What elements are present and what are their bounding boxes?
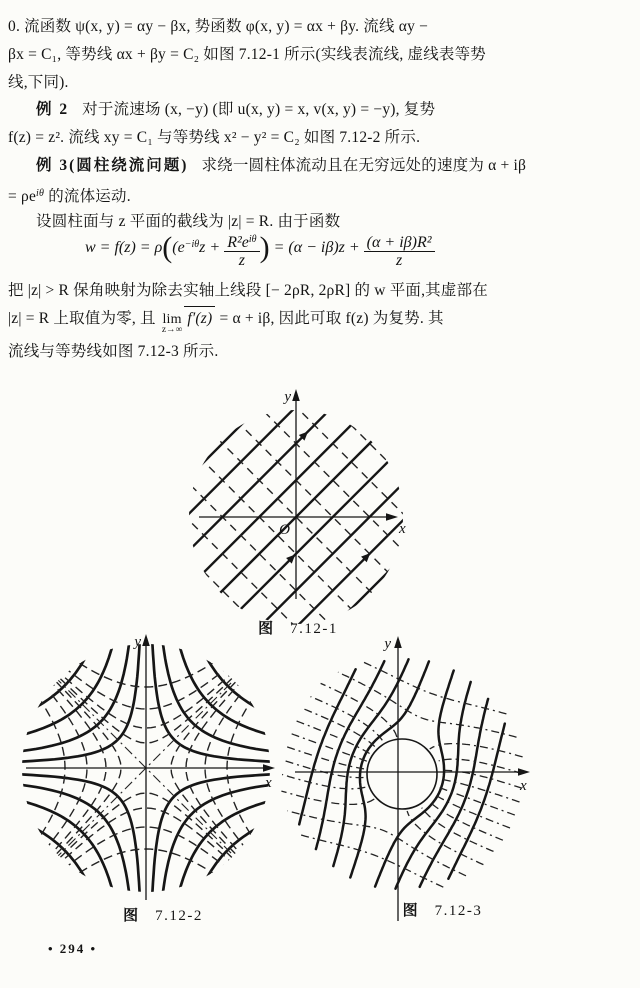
example-3-text: 求绕一圆柱体流动且在无穷远处的速度为 α + iβ (201, 157, 527, 174)
display-formula (85, 231, 435, 269)
limit-operator (162, 313, 183, 335)
conjugate-f-prime: f′(z) (184, 306, 215, 330)
frac1-num-base: R²e (227, 234, 249, 251)
post-line-2-pre: |z| = R 上取值为零, 且 (8, 310, 160, 327)
fraction-1-denominator: z (238, 252, 245, 269)
fraction-1 (224, 231, 259, 269)
fig2-y-label: y (134, 634, 141, 650)
formula-inner-pre: (e (172, 239, 185, 256)
post-line-3: 流线与等势线如图 7.12-3 所示. (8, 343, 219, 360)
intro-line-2: βx = C₁, 等势线 αx + βy = C₂ 如图 7.12-1 所示(实线表流线, 虚线表等势 (8, 46, 487, 63)
fig3-y-axis-arrow-icon (394, 636, 402, 648)
big-open-paren: ( (162, 231, 173, 264)
lim-word: lim (162, 312, 182, 327)
example-2-line-1 (36, 99, 435, 121)
figure-2-caption-zh: 图 (123, 908, 139, 924)
fraction-2-denominator: z (395, 252, 403, 269)
formula-mid: = (α − iβ)z + (269, 239, 364, 256)
formula-after1: z + (199, 239, 225, 256)
figure-3-caption (295, 899, 590, 920)
fig3-y-label: y (384, 636, 391, 652)
formula-lhs: w = f(z) = ρ (85, 239, 163, 256)
figure-3-cylinder-flow (295, 634, 635, 926)
fig1-origin-label: O (279, 522, 290, 538)
example-3-line-2 (8, 183, 131, 208)
frac1-num-exp: iθ (248, 234, 257, 245)
fig1-x-label: x (399, 521, 406, 537)
figure-3-caption-number: 7.12-3 (434, 903, 483, 919)
figure-2-caption (20, 904, 306, 925)
figure-2-caption-number: 7.12-2 (155, 908, 203, 924)
rho-e-base: = ρe (8, 188, 37, 205)
fig2-y-axis-arrow-icon (142, 634, 150, 646)
i-theta-exponent: iθ (36, 188, 45, 199)
cylinder-circle (367, 739, 437, 809)
fraction-2 (364, 234, 435, 269)
intro-line-3: 线,下同). (8, 74, 69, 91)
example-2-line-2: f(z) = z². 流线 xy = C₁ 与等势线 x² − y² = C₂ 如图 7.12-2 所示. (8, 129, 421, 146)
figure-1-caption-zh: 图 (258, 621, 274, 637)
fig1-y-axis-arrow-icon (292, 389, 300, 401)
post-line-2-post: = α + iβ, 因此可取 f(z) 为复势. 其 (215, 310, 444, 327)
fig3-x-label: x (520, 778, 527, 794)
lim-subscript: z→∞ (161, 325, 183, 335)
example-2-label: 例 2 (36, 101, 70, 118)
figure-1-diagonal-lattice (183, 385, 413, 620)
intro-line-1: 0. 流函数 ψ(x, y) = αy − βx, 势函数 φ(x, y) = αx + βy. 流线 αy − (8, 18, 429, 35)
example-2-text: 对于流速场 (x, −y) (即 u(x, y) = x, v(x, y) = −y), 复势 (82, 101, 436, 118)
example-3-label: 例 3(圆柱绕流问题) (36, 157, 189, 174)
fig3-x-axis-arrow-icon (518, 768, 530, 776)
fig1-y-label: y (284, 389, 291, 405)
figure-1-caption-number: 7.12-1 (290, 621, 338, 637)
fluid-motion-text: 的流体运动. (44, 188, 131, 205)
post-line-2 (8, 306, 444, 335)
example-3-line-1 (36, 155, 526, 177)
fraction-2-numerator: (α + iβ)R² (364, 234, 435, 252)
figure-3-caption-zh: 图 (402, 903, 418, 919)
exp-neg-itheta: −iθ (184, 239, 200, 250)
post-line-1: 把 |z| > R 保角映射为除去实轴上线段 [− 2ρR, 2ρR] 的 w 平面,其虚部在 (8, 282, 488, 299)
fraction-1-numerator (224, 231, 259, 252)
big-close-paren: ) (259, 231, 270, 264)
example-3-line-3: 设圆柱面与 z 平面的截线为 |z| = R. 由于函数 (36, 213, 341, 230)
fig2-x-axis-arrow-icon (263, 764, 275, 772)
fig2-x-label: x (265, 775, 272, 791)
figure-2-hyperbola-field (20, 632, 310, 914)
page-number: • 294 • (48, 941, 98, 956)
fig1-x-axis-arrow-icon (386, 513, 398, 521)
fig3-streamlines-and-equipotentials (281, 659, 522, 888)
